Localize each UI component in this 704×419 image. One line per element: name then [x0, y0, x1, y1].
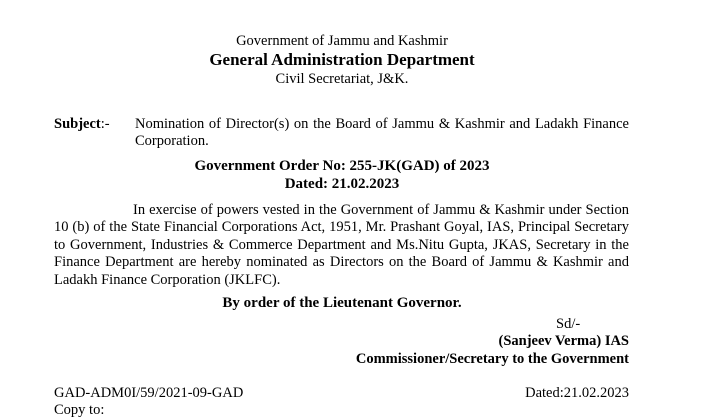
signatory-name: (Sanjeev Verma) IAS — [498, 333, 629, 349]
order-body-paragraph: In exercise of powers vested in the Government of Jammu & Kashmir under Section 10 (b) of the State Financial Corporations Act, 1951, Mr. Prashant Goyal, IAS, Principal Secretary to Government, Industries & Commerce Department and Ms.Nitu Gupta, JKAS, Secretary in the Finance Department are hereby nominated as Directors on the Board of Jammu & Kashmir and Ladakh Finance Corporation (JKLFC). — [54, 202, 629, 288]
reference-number: GAD-ADM0I/59/2021-09-GAD — [54, 385, 244, 401]
signature-sd: Sd/- — [556, 316, 581, 332]
by-order-line: By order of the Lieutenant Governor. — [222, 295, 462, 311]
subject-label-text: Subject — [54, 116, 101, 132]
subject-separator: :- — [100, 116, 110, 132]
order-number: Government Order No: 255-JK(GAD) of 2023 — [194, 158, 490, 174]
header-office: Civil Secretariat, J&K. — [275, 71, 409, 87]
reference-date: Dated:21.02.2023 — [525, 385, 629, 401]
header-government: Government of Jammu and Kashmir — [236, 33, 448, 49]
subject-text: Nomination of Director(s) on the Board of Jammu & Kashmir and Ladakh Finance Corporation. — [135, 116, 629, 149]
subject-label — [54, 116, 110, 133]
header-department: General Administration Department — [209, 50, 475, 69]
copy-to-line: Copy to: — [54, 402, 105, 418]
order-date: Dated: 21.02.2023 — [284, 176, 400, 192]
signatory-title: Commissioner/Secretary to the Government — [355, 351, 629, 367]
